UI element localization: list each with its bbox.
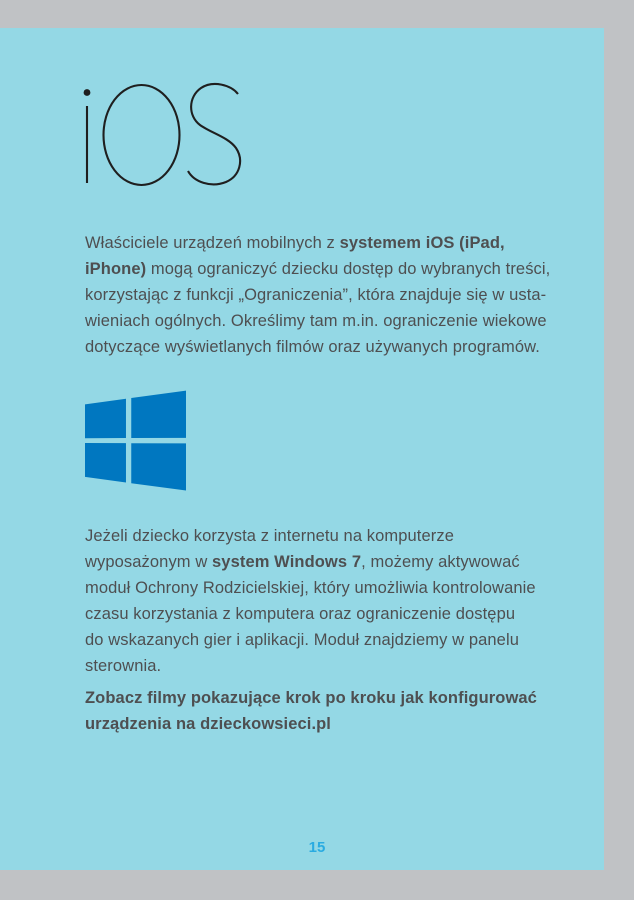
page-title (0, 28, 1, 29)
text-run: korzystając z funkcji „Ograniczenia”, która znajduje się w usta- (85, 286, 547, 304)
text-line (85, 653, 595, 679)
ios-title-s (188, 84, 240, 184)
text-line (85, 685, 595, 711)
text-run: urządzenia na dzieckowsieci.pl (85, 715, 331, 733)
text-run: do wskazanych gier i aplikacji. Moduł znajdziemy w panelu (85, 631, 519, 649)
text-line (85, 549, 595, 575)
text-run: Jeżeli dziecko korzysta z internetu na komputerze (85, 527, 454, 545)
cta-paragraph (85, 685, 595, 737)
text-run-bold: system Windows 7 (212, 553, 362, 571)
text-run: moduł Ochrony Rodzicielskiej, który umożliwia kontrolowanie (85, 579, 536, 597)
ios-title-o (104, 85, 180, 185)
text-line (85, 256, 595, 282)
text-run: sterownia. (85, 657, 162, 675)
book-page (0, 28, 604, 870)
text-line (85, 601, 595, 627)
text-run: , możemy aktywować (361, 553, 520, 571)
text-line (85, 230, 595, 256)
ios-title (78, 80, 248, 190)
text-line (85, 282, 595, 308)
intro-paragraph (85, 230, 595, 360)
text-line (85, 575, 595, 601)
ios-title-i-dot (84, 89, 91, 96)
text-run: wieniach ogólnych. Określimy tam m.in. ograniczenie wiekowe (85, 312, 547, 330)
text-run: mogą ograniczyć dziecku dostęp do wybranych treści, (146, 260, 551, 278)
windows-logo-icon (85, 390, 186, 491)
text-line (85, 711, 595, 737)
text-run: Właściciele urządzeń mobilnych z (85, 234, 340, 252)
windows-paragraph (85, 523, 595, 679)
text-run: wyposażonym w (85, 553, 213, 571)
windows-logo-panes (85, 391, 186, 491)
text-line (85, 334, 595, 360)
text-run: czasu korzystania z komputera oraz ograniczenie dostępu (85, 605, 516, 623)
text-run: Zobacz filmy pokazujące krok po kroku jak konfigurować (85, 689, 537, 707)
text-run-bold: systemem iOS (iPad, (339, 234, 505, 252)
page-number: 15 (308, 839, 326, 856)
text-line (85, 627, 595, 653)
text-run: dotyczące wyświetlanych filmów oraz używanych programów. (85, 338, 540, 356)
text-line (85, 523, 595, 549)
text-run-bold: iPhone) (85, 260, 147, 278)
text-line (85, 308, 595, 334)
